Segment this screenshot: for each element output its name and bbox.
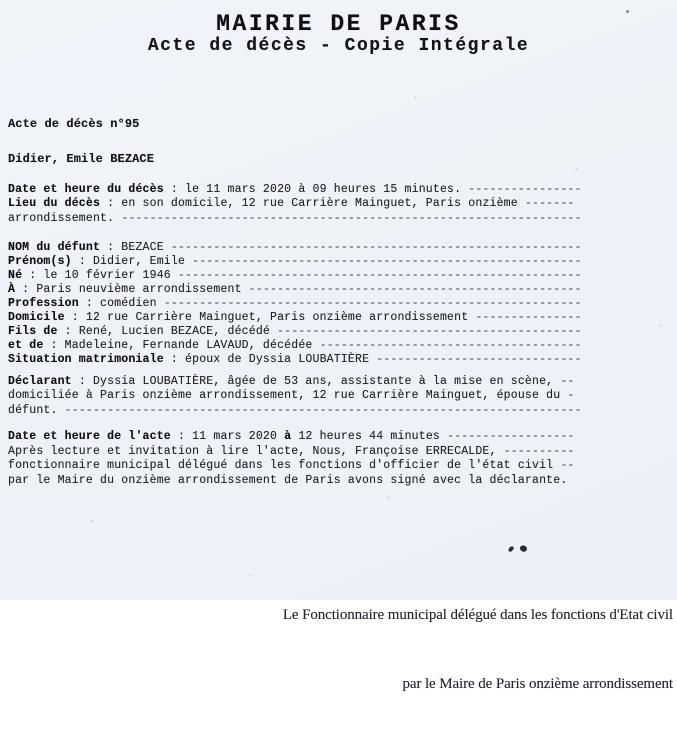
document-text-line: Date et heure de l'acte : 11 mars 2020 à 12 heures 44 minutes ------------------: [8, 430, 575, 443]
act-number: Acte de décès n°95: [8, 117, 140, 131]
scan-specks: [0, 0, 1, 1]
document-title: MAIRIE DE PARIS: [216, 11, 461, 37]
document-subtitle: Acte de décès - Copie Intégrale: [147, 36, 530, 56]
document-text-line: Déclarant : Dyssia LOUBATIÈRE, âgée de 53 ans, assistante à la mise en scène, --: [8, 375, 575, 388]
section-death-details: [8, 183, 648, 226]
document-text-line: arrondissement. -----------------------------------------------------------------: [8, 211, 582, 225]
document-text-line: domiciliée à Paris onzième arrondissement, 12 rue Carrière Mainguet, épouse du -: [8, 389, 575, 403]
document-text-line: défunt. -------------------------------------------------------------------------: [8, 403, 582, 417]
document-text-line: Prénom(s) : Didier, Emile -------------------------------------------------------: [8, 255, 582, 269]
document-text-line: Lieu du décès : en son domicile, 12 rue Carrière Mainguet, Paris onzième -------: [8, 197, 575, 211]
document-text-line: Après lecture et invitation à lire l'acte, Nous, Françoise ERRECALDE, ----------: [8, 444, 575, 458]
document-text-line: Fils de : René, Lucien BEZACE, décédé -------------------------------------------: [8, 325, 582, 339]
document-text-line: fonctionnaire municipal délégué dans les fonctions d'officier de l'état civil --: [8, 459, 575, 473]
section-declarant: [8, 375, 648, 418]
ink-mark: [508, 545, 515, 552]
deceased-name: Didier, Emile BEZACE: [8, 152, 155, 166]
footer-signature-line2: par le Maire de Paris onzième arrondissement: [402, 676, 673, 692]
section-deceased-details: [8, 241, 648, 367]
document-text-line: par le Maire du onzième arrondissement de Paris avons signé avec la déclarante.: [8, 473, 568, 487]
document-text-line: et de : Madeleine, Fernande LAVAUD, décédée -------------------------------------: [8, 339, 582, 353]
document-text-line: Situation matrimoniale : époux de Dyssia LOUBATIÈRE -----------------------------: [8, 353, 582, 367]
document-text-line: NOM du défunt : BEZACE ----------------------------------------------------------: [8, 241, 582, 254]
document-text-line: Domicile : 12 rue Carrière Mainguet, Paris onzième arrondissement ---------------: [8, 311, 582, 325]
document-text-line: Profession : comédien -----------------------------------------------------------: [8, 297, 582, 311]
document-text-line: À : Paris neuvième arrondissement -----------------------------------------------: [8, 283, 582, 297]
section-act-record: [8, 430, 648, 488]
footer-signature: [40, 558, 673, 742]
document-text-line: Date et heure du décès : le 11 mars 2020 à 09 heures 15 minutes. ----------------: [8, 183, 582, 196]
footer-signature-line1: Le Fonctionnaire municipal délégué dans les fonctions d'Etat civil: [282, 607, 673, 623]
document-text-line: Né : le 10 février 1946 ---------------------------------------------------------: [8, 269, 582, 283]
